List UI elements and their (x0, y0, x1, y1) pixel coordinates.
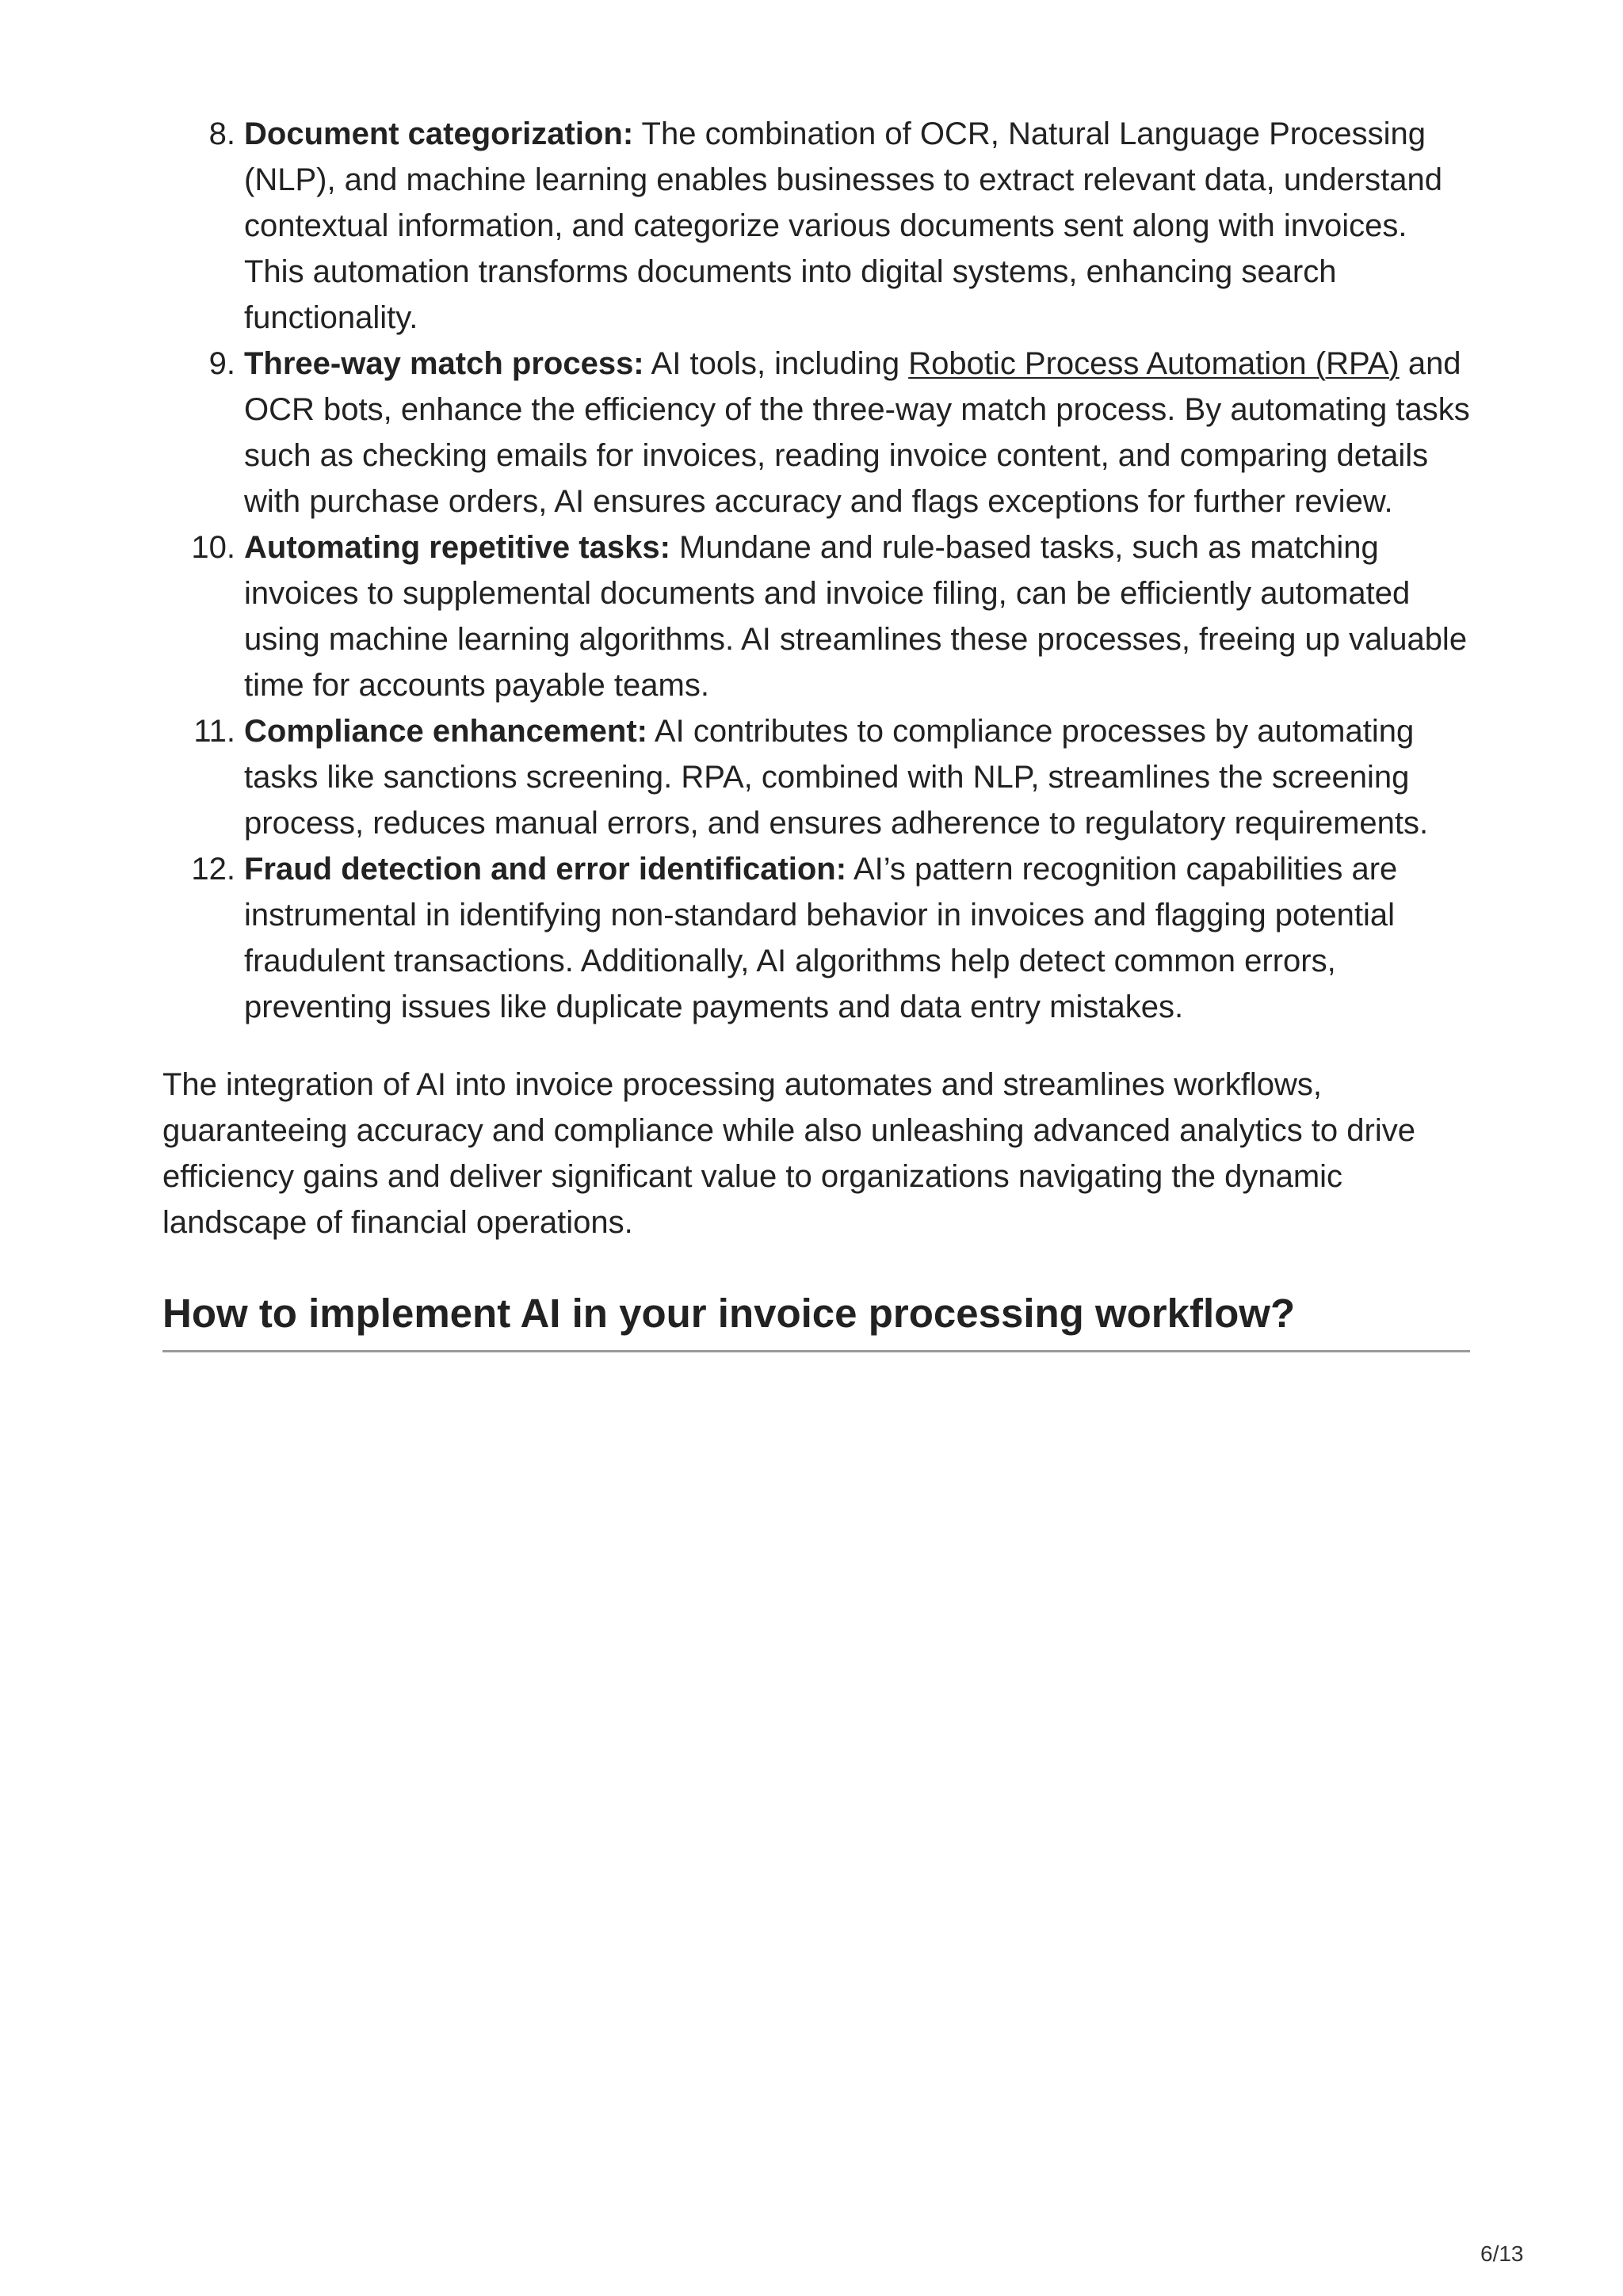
list-item-number: 9. (208, 346, 235, 381)
list-item-compliance-enhancement (193, 708, 1470, 846)
list-item-text: The combination of OCR, Natural Language Processing (NLP), and machine learning enables businesses to extract relevant data, understand contextual information, and categorize various documents sent along with invoices. This automation transforms documents into digital systems, enhancing search functionality. (244, 116, 1443, 335)
list-item-text-continued: and OCR bots, enhance the efficiency of the three-way match process. By automating tasks such as checking emails for invoices, reading invoice content, and comparing details with purchase orders, AI ensures accuracy and flags exceptions for further review. (244, 346, 1470, 519)
list-item-text: Mundane and rule-based tasks, such as matching invoices to supplemental documents and invoice filing, can be efficiently automated using machine learning algorithms. AI streamlines these processes, freeing up valuable time for accounts payable teams. (244, 530, 1468, 703)
list-item-text: AI contributes to compliance processes by automating tasks like sanctions screening. RPA, combined with NLP, streamlines the screening process, reduces manual errors, and ensures adherence to regulatory requirements. (244, 714, 1429, 841)
page-number: 6/13 (1480, 2241, 1524, 2266)
list-item-three-way-match (208, 341, 1470, 524)
list-item-term: Automating repetitive tasks: (244, 530, 670, 565)
list-item-number: 8. (208, 116, 235, 151)
list-item-automating-repetitive-tasks (191, 524, 1470, 708)
list-item-document-categorization (208, 111, 1470, 341)
list-item-term: Three-way match process: (244, 346, 644, 381)
list-item-number: 10. (191, 530, 235, 565)
list-item-text: AI’s pattern recognition capabilities are instrumental in identifying non-standard behavior in invoices and flagging potential fraudulent transactions. Additionally, AI algorithms help detect common errors, preventing issues like duplicate payments and data entry mistakes. (244, 852, 1398, 1024)
section-heading: How to implement AI in your invoice processing workflow? (162, 1288, 1470, 1352)
list-item-number: 12. (191, 852, 235, 887)
list-item-text: AI tools, including (643, 346, 909, 381)
list-item-fraud-detection (191, 846, 1470, 1030)
summary-paragraph: The integration of AI into invoice processing automates and streamlines workflows, guaranteeing accuracy and compliance while also unleashing advanced analytics to drive efficiency gains and deliver significant value to organizations navigating the dynamic landscape of financial operations. (162, 1067, 1415, 1240)
list-item-term: Fraud detection and error identification: (244, 852, 847, 887)
list-item-term: Compliance enhancement: (244, 714, 648, 749)
list-item-term: Document categorization: (244, 116, 634, 151)
rpa-link[interactable]: Robotic Process Automation (RPA) (908, 346, 1400, 381)
list-item-number: 11. (193, 714, 235, 749)
numbered-list (162, 111, 1470, 1030)
article-content (162, 111, 1470, 1352)
